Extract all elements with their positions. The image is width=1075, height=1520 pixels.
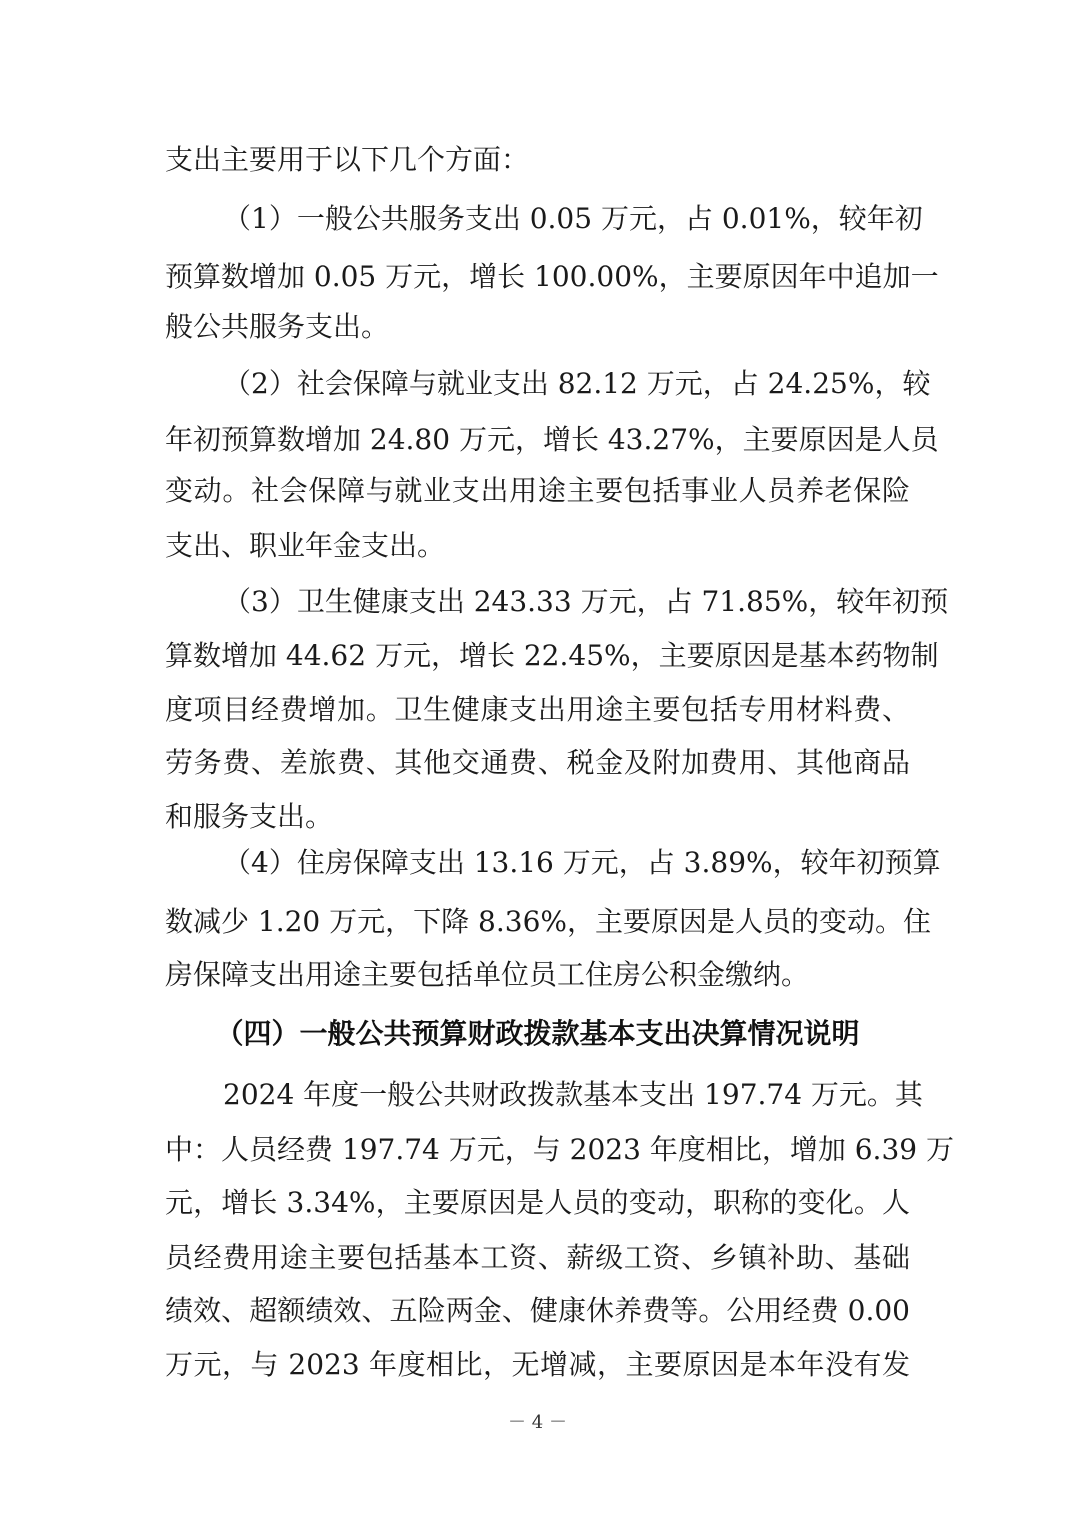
text-line: 度项目经费增加。卫生健康支出用途主要包括专用材料费、: [165, 693, 910, 726]
text-line: 万元，与 2023 年度相比，无增减，主要原因是本年没有发: [165, 1348, 910, 1381]
text-line: 支出主要用于以下几个方面：: [165, 143, 530, 176]
page-number: － 4 －: [508, 1412, 567, 1433]
text-line: 员经费用途主要包括基本工资、薪级工资、乡镇补助、基础: [165, 1241, 910, 1274]
text-line: （4）住房保障支出 13.16 万元，占 3.89%，较年初预算: [223, 846, 941, 879]
text-line: 预算数增加 0.05 万元，增长 100.00%，主要原因年中追加一: [165, 260, 939, 293]
text-line: 年初预算数增加 24.80 万元，增长 43.27%，主要原因是人员: [165, 423, 939, 456]
text-line: 和服务支出。: [165, 800, 334, 833]
text-line: 数减少 1.20 万元，下降 8.36%，主要原因是人员的变动。住: [165, 905, 931, 938]
text-line: 2024 年度一般公共财政拨款基本支出 197.74 万元。其: [223, 1078, 923, 1111]
text-line: 算数增加 44.62 万元，增长 22.45%，主要原因是基本药物制: [165, 639, 939, 672]
text-line: 中：人员经费 197.74 万元，与 2023 年度相比，增加 6.39 万: [165, 1133, 954, 1166]
text-line: （2）社会保障与就业支出 82.12 万元，占 24.25%，较: [223, 367, 931, 400]
text-line: 支出、职业年金支出。: [165, 529, 446, 562]
section-heading: （四）一般公共预算财政拨款基本支出决算情况说明: [215, 1017, 860, 1050]
text-line: （1）一般公共服务支出 0.05 万元，占 0.01%，较年初: [223, 202, 923, 235]
text-line: 劳务费、差旅费、其他交通费、税金及附加费用、其他商品: [165, 746, 910, 779]
text-line: 般公共服务支出。: [165, 310, 390, 343]
text-line: （3）卫生健康支出 243.33 万元，占 71.85%，较年初预: [223, 585, 949, 618]
text-line: 变动。社会保障与就业支出用途主要包括事业人员养老保险: [165, 474, 910, 507]
text-line: 元，增长 3.34%，主要原因是人员的变动，职称的变化。人: [165, 1186, 910, 1219]
text-line: 房保障支出用途主要包括单位员工住房公积金缴纳。: [165, 958, 810, 991]
text-line: 绩效、超额绩效、五险两金、健康休养费等。公用经费 0.00: [165, 1294, 910, 1327]
